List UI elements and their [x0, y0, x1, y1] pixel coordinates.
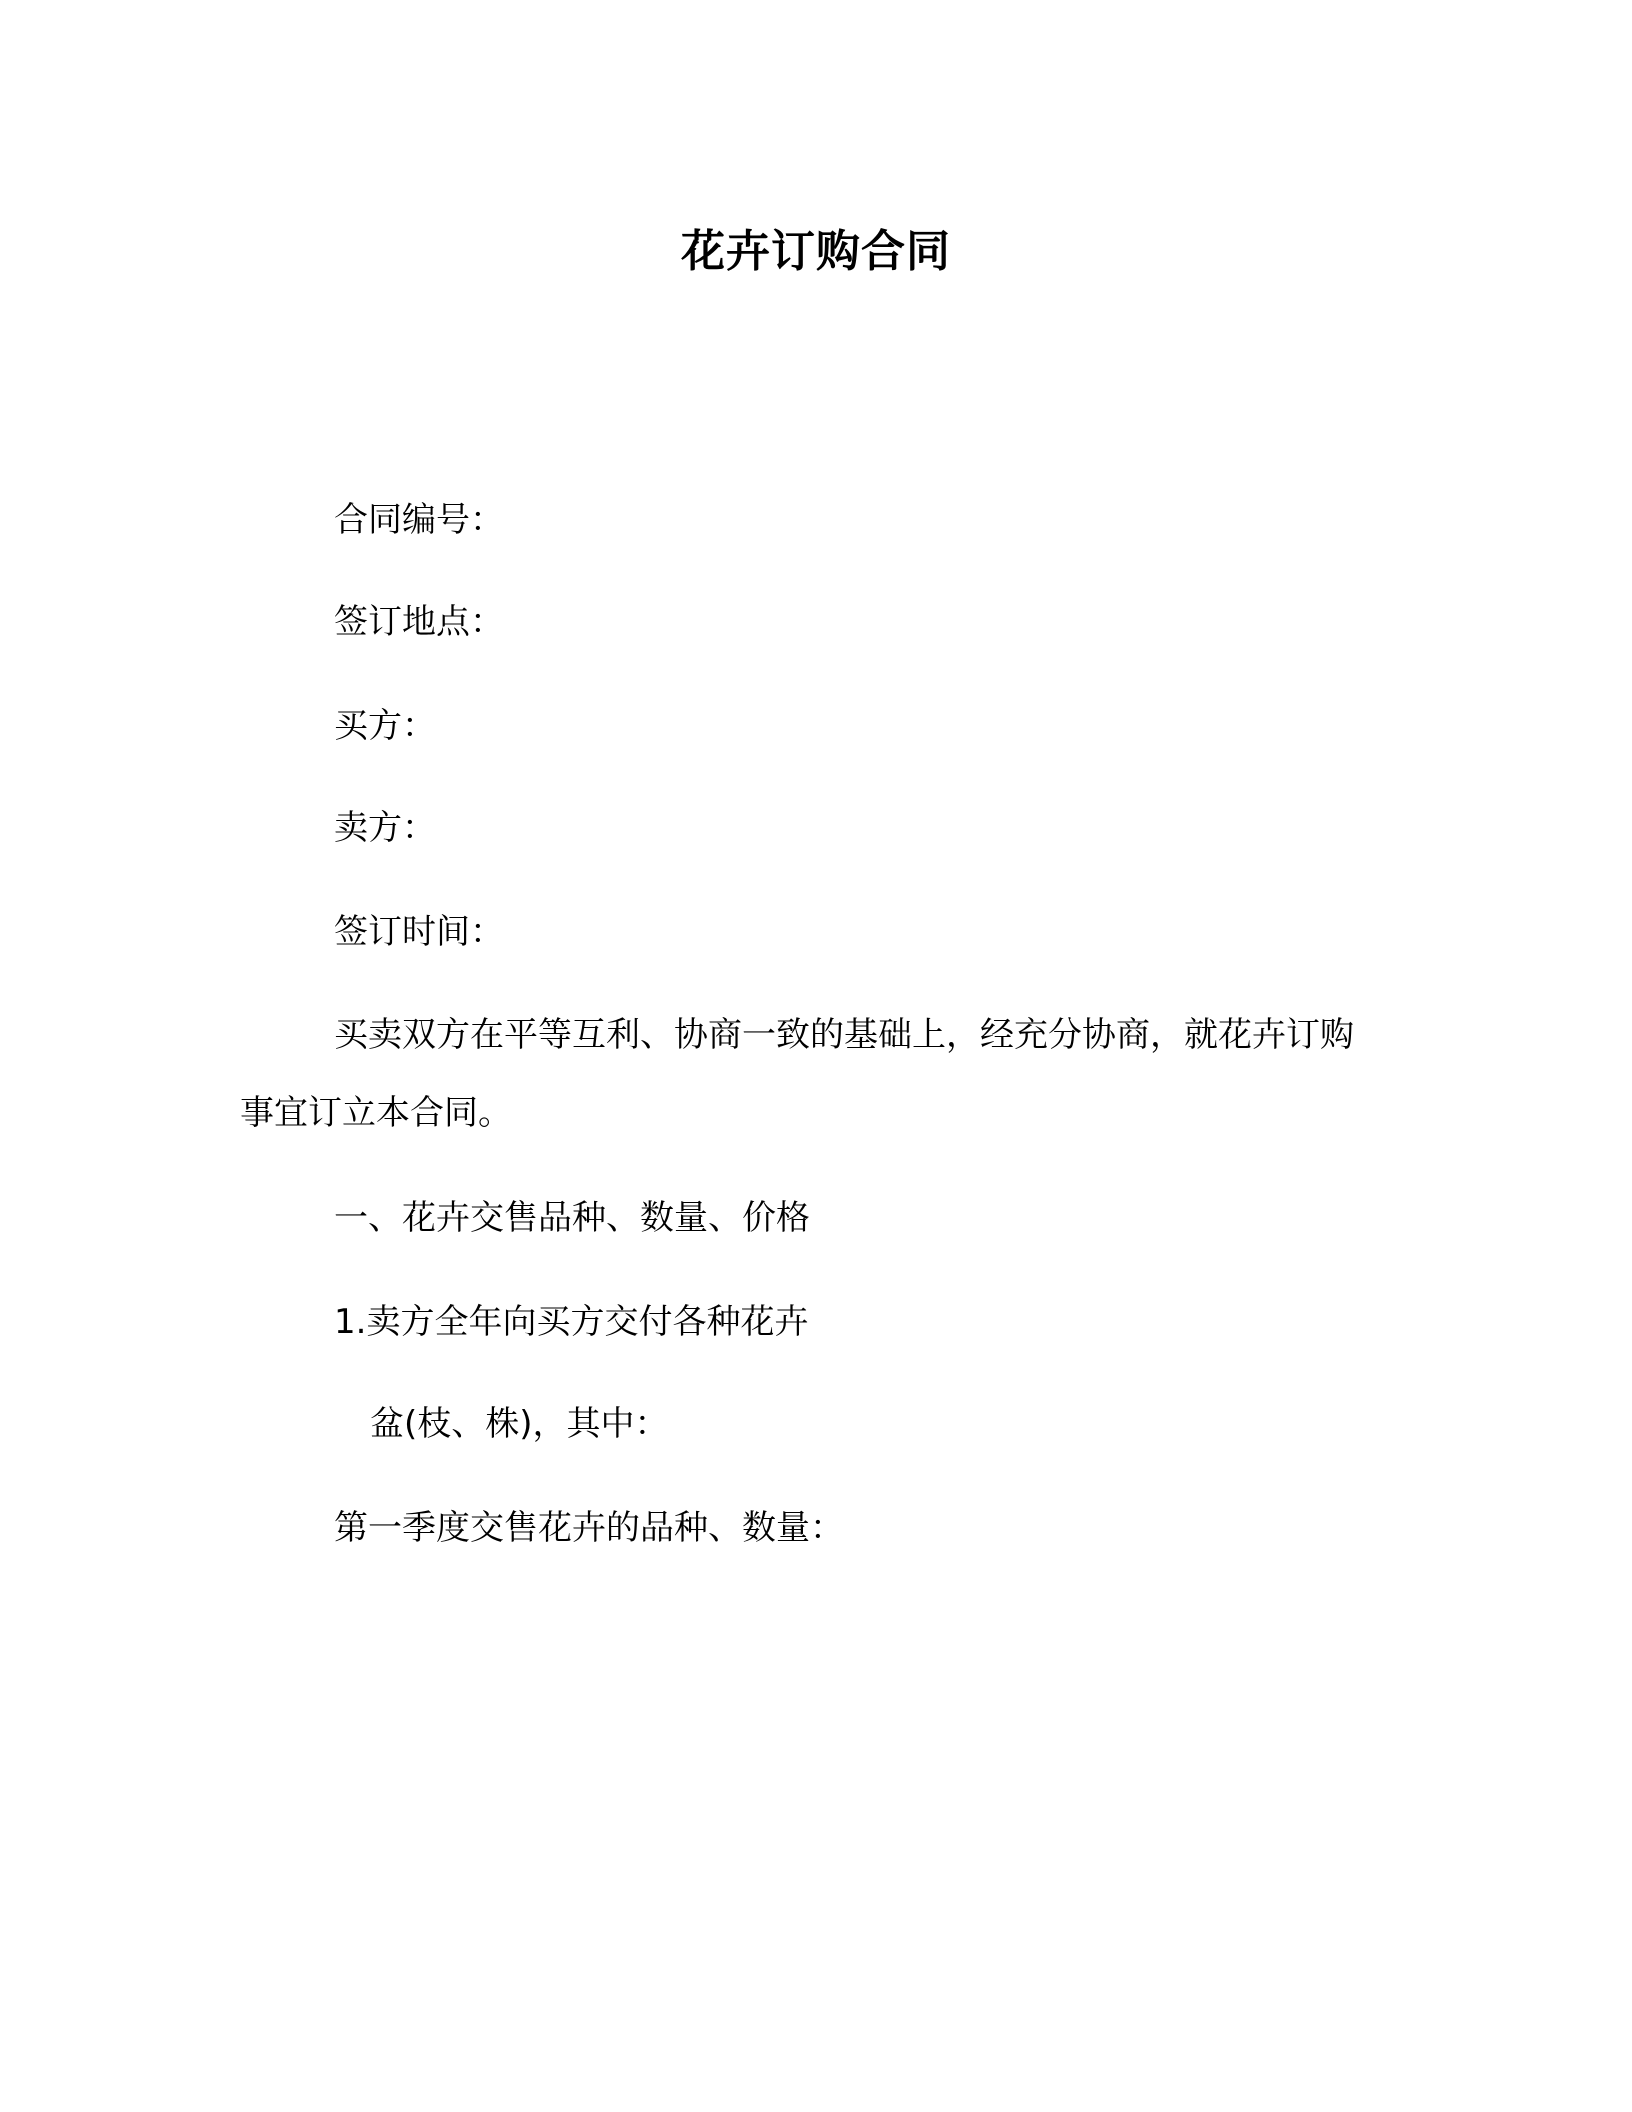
item-1: 1.卖方全年向买方交付各种花卉 [334, 1302, 809, 1342]
signing-time-field: 签订时间： [334, 912, 504, 952]
buyer-field: 买方： [334, 706, 436, 746]
signing-place-field: 签订地点： [334, 602, 504, 642]
document-title: 花卉订购合同 [681, 226, 951, 277]
item-1-continuation: 盆(枝、株)，其中： [370, 1404, 669, 1444]
seller-field: 卖方： [334, 808, 436, 848]
section-1-heading: 一、花卉交售品种、数量、价格 [334, 1198, 810, 1238]
q1-heading: 第一季度交售花卉的品种、数量： [334, 1508, 844, 1548]
intro-paragraph: 买卖双方在平等互利、协商一致的基础上，经充分协商，就花卉订购事宜订立本合同。 [240, 1015, 1354, 1133]
contract-number-field: 合同编号： [334, 500, 504, 540]
